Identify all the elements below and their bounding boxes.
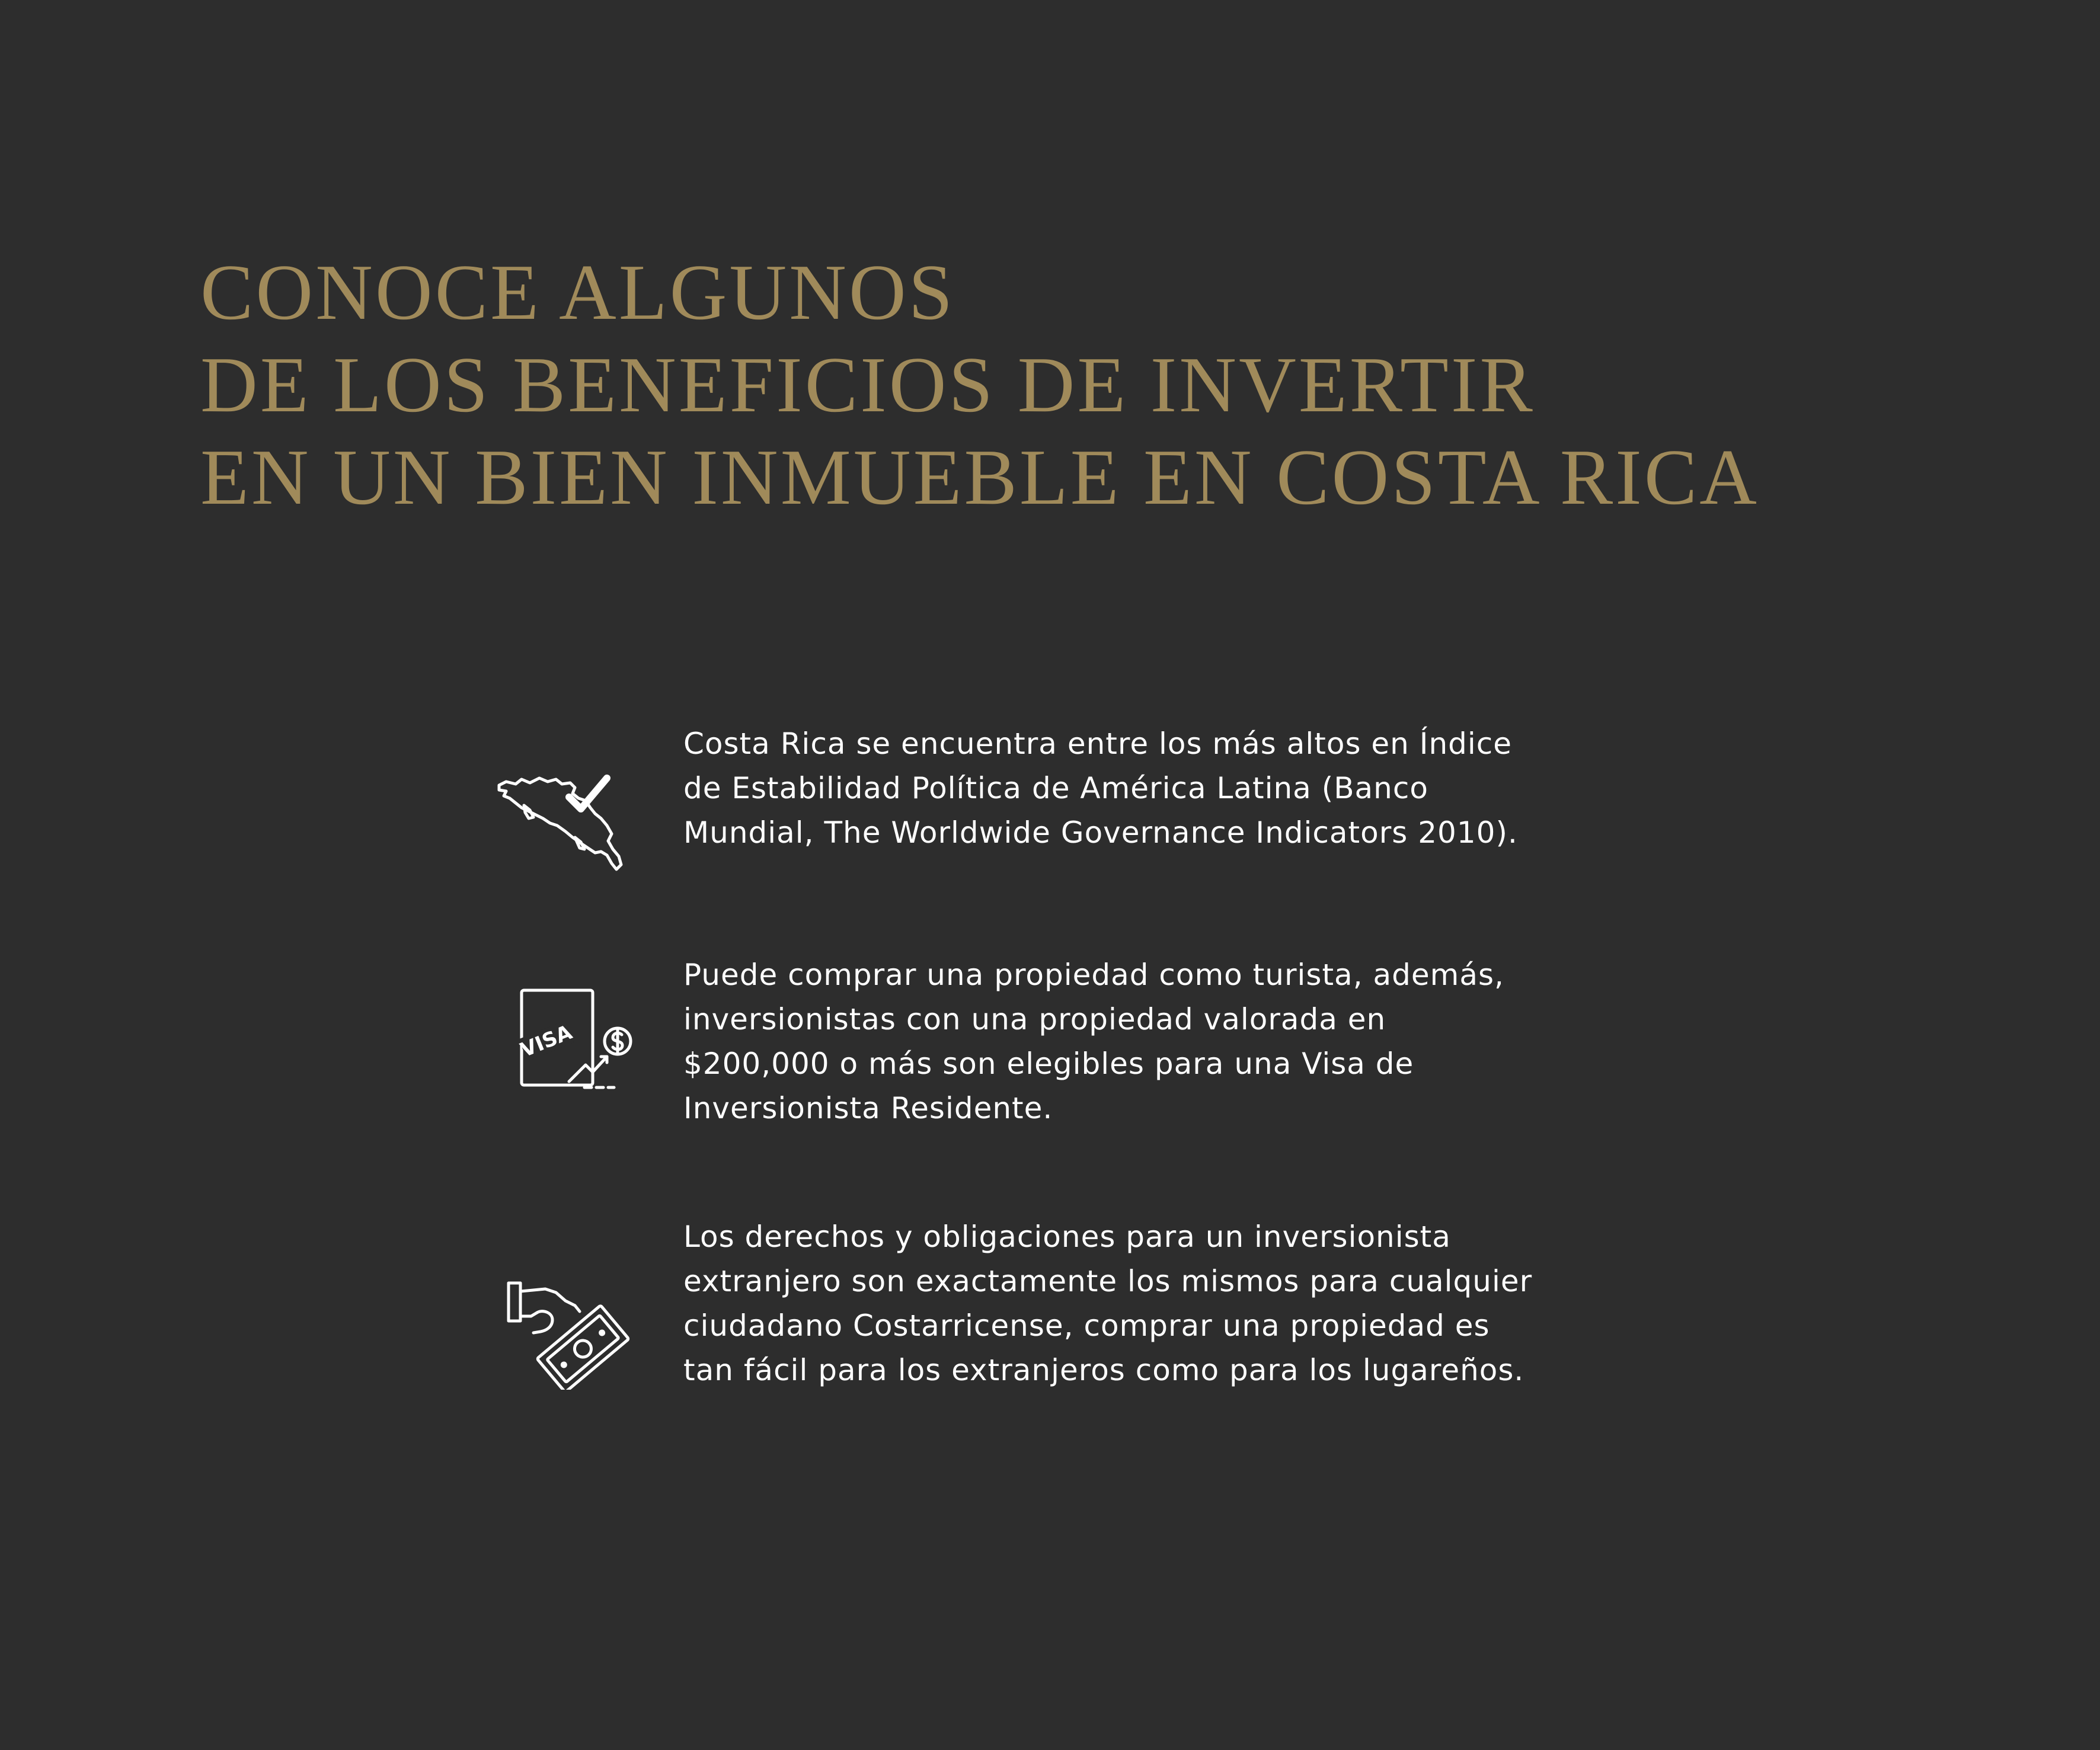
- benefit-text-stability: Costa Rica se encuentra entre los más altos en Índice de Estabilidad Política de América Latina (Banco Mundial, The Worldwide Governance Indicators 2010).: [683, 727, 1518, 850]
- heading-line-1: CONOCE ALGUNOS: [200, 248, 955, 336]
- page-heading: [200, 246, 1759, 523]
- heading-line-2: DE LOS BENEFICIOS DE INVERTIR: [200, 341, 1535, 428]
- visa-document-icon: [486, 986, 634, 1098]
- costa-rica-map-check-icon: [486, 748, 634, 873]
- benefit-text-visa: Puede comprar una propiedad como turista, además, inversionistas con una propiedad valorada en $200,000 o más son elegibles para una Visa de Inversionista Residente.: [683, 958, 1504, 1125]
- hand-money-icon: [486, 1277, 634, 1390]
- visa-icon-label: VISA: [517, 1020, 576, 1063]
- heading-line-3: EN UN BIEN INMUEBLE EN COSTA RICA: [200, 433, 1759, 521]
- benefit-text-rights: Los derechos y obligaciones para un inversionista extranjero son exactamente los mismos para cualquier ciudadano Costarricense, comprar una propiedad es tan fácil para los extranjeros como para los lugareños.: [683, 1220, 1533, 1387]
